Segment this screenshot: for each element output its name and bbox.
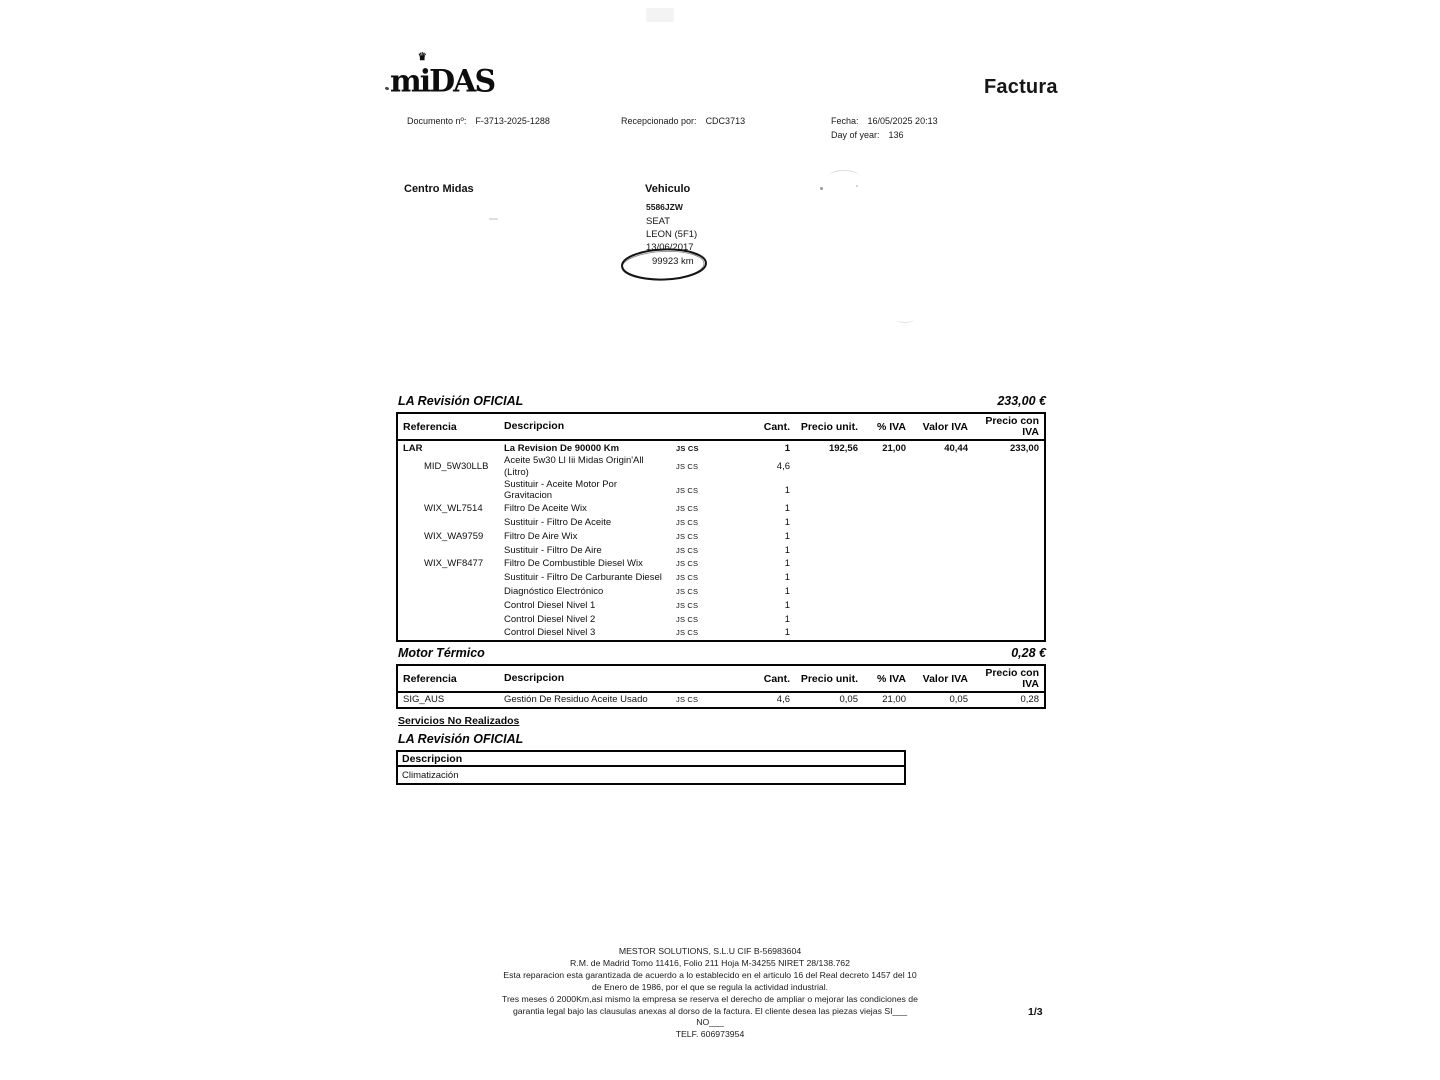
- cell-iva: 21,00: [882, 694, 906, 706]
- mileage-circle-annotation: [619, 245, 709, 285]
- cell-cant: 1: [784, 627, 790, 639]
- logo-text: i: [419, 63, 430, 100]
- table-row: [398, 571, 1044, 585]
- cell-total: 0,28: [1020, 694, 1039, 706]
- cell-cant: 1: [784, 599, 790, 611]
- column-header-cant: Cant.: [763, 420, 790, 433]
- cell-desc: Gestión De Residuo Aceite Usado: [504, 694, 648, 706]
- cell-desc: Sustituir - Aceite Motor Por Gravitacion: [504, 478, 617, 502]
- vehiculo-heading: Vehiculo: [645, 183, 691, 195]
- cell-tech: JS CS: [676, 443, 699, 453]
- document-title: Factura: [984, 76, 1058, 98]
- page-number: 1/3: [1028, 1006, 1043, 1018]
- revision-section-total: 233,00 €: [997, 394, 1046, 408]
- vehicle-mileage: 99923 km: [652, 256, 694, 267]
- not-performed-section-title: LA Revisión OFICIAL: [398, 732, 524, 746]
- scan-artifact: [820, 187, 823, 190]
- scan-artifact: [489, 218, 498, 220]
- footer-line: Esta reparacion esta garantizada de acuerdo a lo establecido en el articulo 16 del Real decreto 1457 del 10: [503, 969, 917, 980]
- cell-desc: Aceite 5w30 Ll Iii Midas Origin'All (Litro): [504, 455, 644, 478]
- scan-artifact: [385, 86, 390, 90]
- cell-ref: WIX_WA9759: [424, 530, 484, 542]
- footer-line: Tres meses ó 2000Km,asi mismo la empresa se reserva el derecho de ampliar o mejorar las condiciones de: [502, 993, 918, 1004]
- cell-ref: LAR: [403, 442, 423, 454]
- revision-table-body: [398, 441, 1044, 640]
- day-of-year-field: [831, 130, 904, 140]
- vehicle-model: LEON (5F1): [646, 229, 698, 240]
- cell-desc: Filtro De Aire Wix: [504, 530, 578, 542]
- documento-label: Documento nº:: [407, 116, 467, 126]
- table-row: [398, 612, 1044, 626]
- cell-desc: Filtro De Aceite Wix: [504, 503, 587, 515]
- cell-desc: Diagnóstico Electrónico: [504, 585, 604, 597]
- cell-tech: JS CS: [676, 531, 699, 541]
- revision-section-title: LA Revisión OFICIAL: [398, 394, 524, 408]
- column-header-descripcion: Descripcion: [398, 752, 904, 767]
- scan-artifact: [856, 185, 858, 187]
- logo-text: DAS: [429, 63, 495, 100]
- cell-precio: 0,05: [839, 694, 858, 706]
- table-row: [398, 693, 1044, 707]
- centro-midas-heading: Centro Midas: [404, 183, 474, 195]
- day-of-year-label: Day of year:: [831, 130, 880, 140]
- cell-ref: MID_5W30LLB: [424, 461, 489, 473]
- cell-cant: 1: [784, 613, 790, 625]
- cell-desc: Sustituir - Filtro De Carburante Diesel: [504, 572, 662, 584]
- cell-cant: 1: [784, 558, 790, 570]
- footer-line: MESTOR SOLUTIONS, S.L.U CIF B-56983604: [618, 946, 802, 956]
- column-header-valor-iva: Valor IVA: [922, 672, 968, 685]
- recepcionado-value: CDC3713: [705, 116, 746, 126]
- vehicle-make: SEAT: [646, 216, 671, 227]
- cell-cant: 1: [784, 572, 790, 584]
- documento-field: [407, 116, 550, 126]
- column-header-cant: Cant.: [763, 672, 790, 685]
- cell-tech: JS CS: [676, 614, 699, 624]
- footer-line: NO___: [696, 1017, 724, 1028]
- cell-desc: Control Diesel Nivel 1: [504, 599, 596, 611]
- table-row: [398, 543, 1044, 557]
- table-row: [398, 516, 1044, 530]
- table-row: [398, 441, 1044, 455]
- recepcionado-field: [621, 116, 745, 126]
- crown-icon: ♛: [417, 51, 427, 64]
- documento-value: F-3713-2025-1288: [475, 116, 550, 126]
- cell-cant: 1: [784, 585, 790, 597]
- cell-ref: WIX_WL7514: [424, 503, 483, 515]
- midas-logo: [390, 51, 495, 100]
- vehicle-registration-date: 13/06/2017: [646, 242, 694, 253]
- vehicle-plate: 5586JZW: [646, 202, 683, 212]
- motor-section-header: [398, 646, 1046, 660]
- footer-line: R.M. de Madrid Tomo 11416, Folio 211 Hoja M-34255 NIRET 28/138.762: [570, 957, 850, 968]
- table-row: [398, 626, 1044, 640]
- recepcionado-label: Recepcionado por:: [621, 116, 697, 126]
- motor-section-title: Motor Térmico: [398, 646, 485, 660]
- motor-table: [396, 664, 1046, 709]
- cell-tech: JS CS: [676, 628, 699, 638]
- cell-tech: JS CS: [676, 462, 699, 472]
- cell-total: 233,00: [1009, 442, 1039, 454]
- not-performed-table-body: [398, 767, 904, 783]
- scan-smudge: [646, 8, 674, 22]
- column-header-referencia: Referencia: [403, 672, 457, 685]
- cell-desc: Sustituir - Filtro De Aire: [504, 544, 602, 556]
- cell-ref: SIG_AUS: [403, 694, 445, 706]
- scan-artifact: [828, 170, 860, 184]
- cell-iva: 21,00: [882, 442, 906, 454]
- cell-cant: 1: [784, 484, 790, 496]
- column-header-precio-con-iva: Precio con IVA: [985, 414, 1039, 438]
- fecha-value: 16/05/2025 20:13: [867, 116, 938, 126]
- table-row: [398, 598, 1044, 612]
- cell-valor: 40,44: [944, 442, 968, 454]
- column-header-precio-unit: Precio unit.: [800, 420, 858, 433]
- table-row: Climatización: [402, 769, 459, 781]
- motor-section-total: 0,28 €: [1011, 646, 1046, 660]
- cell-desc: Sustituir - Filtro De Aceite: [504, 516, 612, 528]
- table-row: [398, 502, 1044, 516]
- cell-tech: JS CS: [676, 517, 699, 527]
- cell-cant: 4,6: [776, 694, 790, 706]
- column-header-pct-iva: % IVA: [877, 420, 906, 433]
- cell-tech: JS CS: [676, 485, 699, 495]
- column-header-valor-iva: Valor IVA: [922, 420, 968, 433]
- cell-tech: JS CS: [676, 504, 699, 514]
- footer-line: TELF. 606973954: [675, 1029, 745, 1040]
- table-header-row: [398, 414, 1044, 441]
- revision-section-header: [398, 394, 1046, 408]
- table-row: [398, 529, 1044, 543]
- column-header-descripcion: Descripcion: [504, 672, 565, 684]
- cell-cant: 1: [784, 503, 790, 515]
- cell-precio: 192,56: [828, 442, 858, 454]
- revision-table: [396, 412, 1046, 642]
- cell-desc: Filtro De Combustible Diesel Wix: [504, 558, 643, 570]
- fecha-field: [831, 116, 938, 126]
- table-row: [398, 585, 1044, 599]
- servicios-no-realizados-heading: Servicios No Realizados: [398, 715, 520, 727]
- table-row: [398, 478, 1044, 502]
- footer-line: garantia legal bajo las clausulas anexas al dorso de la factura. El cliente desea las piezas viejas SI___: [512, 1005, 908, 1016]
- cell-cant: 1: [784, 516, 790, 528]
- cell-tech: JS CS: [676, 695, 699, 705]
- cell-desc: Control Diesel Nivel 3: [504, 627, 596, 639]
- cell-cant: 1: [784, 530, 790, 542]
- table-row: [398, 557, 1044, 571]
- fecha-label: Fecha:: [831, 116, 859, 126]
- column-header-descripcion: Descripcion: [504, 420, 565, 432]
- table-row: [398, 455, 1044, 479]
- legal-footer: [410, 946, 1010, 1041]
- column-header-precio-con-iva: Precio con IVA: [985, 666, 1039, 690]
- scan-artifact: [896, 315, 914, 323]
- cell-tech: JS CS: [676, 559, 699, 569]
- cell-desc: Control Diesel Nivel 2: [504, 613, 596, 625]
- footer-line: de Enero de 1986, por el que se regula la actividad industrial.: [591, 981, 829, 992]
- column-header-referencia: Referencia: [403, 420, 457, 433]
- cell-cant: 4,6: [776, 461, 790, 473]
- cell-cant: 1: [784, 442, 790, 454]
- not-performed-table: [396, 750, 906, 785]
- cell-desc: La Revision De 90000 Km: [504, 442, 620, 454]
- table-header-row: [398, 666, 1044, 693]
- cell-tech: JS CS: [676, 545, 699, 555]
- logo-text: m: [390, 63, 420, 100]
- cell-ref: WIX_WF8477: [424, 558, 484, 570]
- column-header-pct-iva: % IVA: [877, 672, 906, 685]
- day-of-year-value: 136: [888, 130, 904, 140]
- cell-tech: JS CS: [676, 573, 699, 583]
- cell-tech: JS CS: [676, 600, 699, 610]
- motor-table-body: [398, 693, 1044, 707]
- cell-cant: 1: [784, 544, 790, 556]
- cell-tech: JS CS: [676, 586, 699, 596]
- cell-valor: 0,05: [949, 694, 968, 706]
- column-header-precio-unit: Precio unit.: [800, 672, 858, 685]
